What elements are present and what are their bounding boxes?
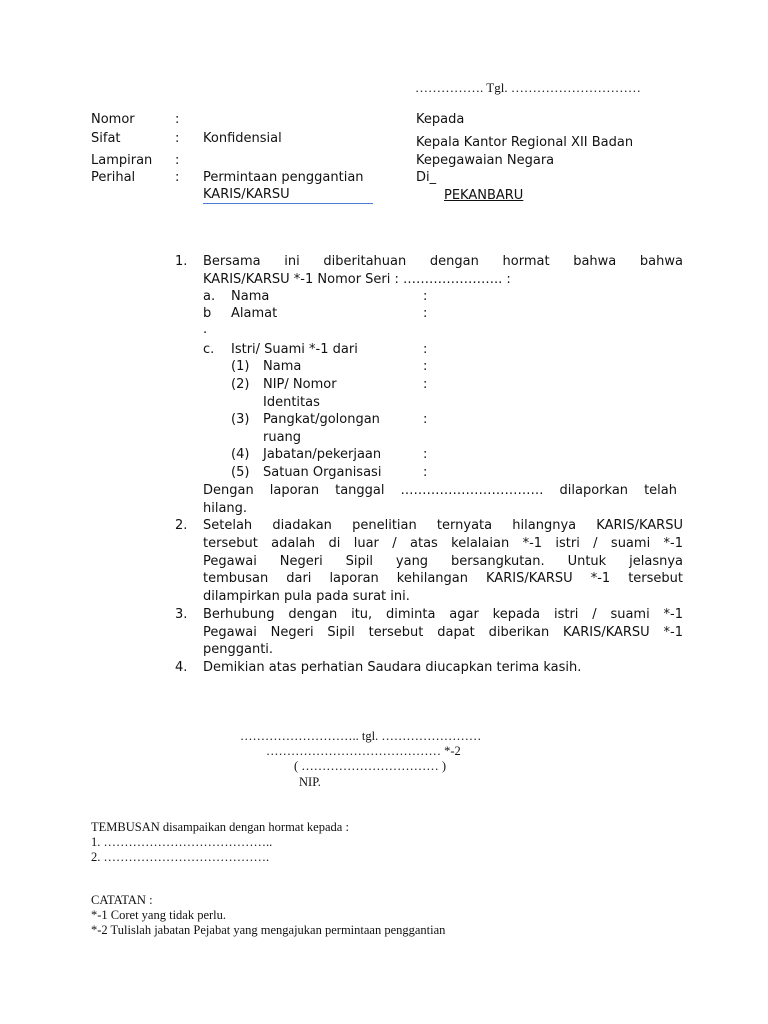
item-1-line1: Bersama ini diberitahuan dengan hormat bahwa bahwa bbox=[203, 254, 683, 269]
catatan-note-2: *-2 Tulislah jabatan Pejabat yang mengajukan permintaan penggantian bbox=[91, 923, 446, 937]
recipient-line2: Kepegawaian Negara bbox=[416, 153, 555, 168]
catatan-title: CATATAN : bbox=[91, 893, 153, 907]
recipient-di: Di_ bbox=[416, 170, 437, 185]
laporan-line1: Dengan laporan tanggal …………………………… dilaporkan telah bbox=[203, 483, 677, 498]
date-line: ……………. Tgl. ………………………… bbox=[415, 80, 641, 95]
item-a-label: Nama bbox=[231, 289, 270, 304]
signature-position: …………………………………… *-2 bbox=[266, 744, 461, 758]
perihal-colon: : bbox=[175, 170, 180, 185]
perihal-label: Perihal bbox=[91, 170, 136, 185]
sub-3-label-line1: Pangkat/golongan bbox=[263, 412, 380, 427]
item-1-line2: KARIS/KARSU *-1 Nomor Seri : ………………….. : bbox=[203, 272, 511, 287]
sub-2-number: (2) bbox=[231, 377, 250, 392]
item-a-colon: : bbox=[423, 289, 428, 304]
sub-4-label: Jabatan/pekerjaan bbox=[263, 447, 382, 462]
sub-4-number: (4) bbox=[231, 447, 250, 462]
sub-1-number: (1) bbox=[231, 359, 250, 374]
item-2-line2: tersebut adalah di luar / atas kelalaian *-1 istri / suami *-1 bbox=[203, 536, 683, 551]
lampiran-label: Lampiran bbox=[91, 153, 153, 168]
lampiran-colon: : bbox=[175, 153, 180, 168]
item-2-number: 2. bbox=[175, 518, 188, 533]
item-2-line1: Setelah diadakan penelitian ternyata hilangnya KARIS/KARSU bbox=[203, 518, 683, 533]
sifat-value: Konfidensial bbox=[203, 131, 282, 146]
sub-2-colon: : bbox=[423, 377, 428, 392]
item-b-letter: b bbox=[203, 306, 212, 321]
catatan-note-1: *-1 Coret yang tidak perlu. bbox=[91, 908, 227, 922]
item-b-label: Alamat bbox=[231, 306, 278, 321]
item-3-line3: pengganti. bbox=[203, 642, 274, 657]
sub-3-label-line2: ruang bbox=[263, 430, 302, 445]
sub-1-label: Nama bbox=[263, 359, 302, 374]
tembusan-item-1: 1. ………………………………….. bbox=[91, 835, 273, 849]
signature-name: ( …………………………… ) bbox=[294, 759, 447, 773]
item-2-line3: Pegawai Negeri Sipil yang bersangkutan. Untuk jelasnya bbox=[203, 554, 683, 569]
item-3-line1: Berhubung dengan itu, diminta agar kepada istri / suami *-1 bbox=[203, 607, 683, 622]
item-4-number: 4. bbox=[175, 660, 188, 675]
item-c-label: Istri/ Suami *-1 dari bbox=[231, 342, 358, 357]
tembusan-title: TEMBUSAN disampaikan dengan hormat kepada : bbox=[91, 820, 349, 834]
sub-3-number: (3) bbox=[231, 412, 250, 427]
item-2-line4: tembusan dari laporan kehilangan KARIS/KARSU *-1 tersebut bbox=[203, 571, 683, 586]
nomor-colon: : bbox=[175, 112, 180, 127]
item-c-letter: c. bbox=[203, 342, 215, 357]
item-b-dot: . bbox=[203, 322, 208, 337]
item-a-letter: a. bbox=[203, 289, 216, 304]
sub-4-colon: : bbox=[423, 447, 428, 462]
item-3-line2: Pegawai Negeri Sipil tersebut dapat diberikan KARIS/KARSU *-1 bbox=[203, 625, 683, 640]
item-c-colon: : bbox=[423, 342, 428, 357]
item-3-number: 3. bbox=[175, 607, 188, 622]
sub-5-number: (5) bbox=[231, 465, 250, 480]
signature-nip: NIP. bbox=[299, 775, 321, 789]
sifat-colon: : bbox=[175, 131, 180, 146]
perihal-value-text: KARIS/KARSU bbox=[203, 187, 373, 204]
perihal-value-line1: Permintaan penggantian bbox=[203, 170, 364, 185]
sifat-label: Sifat bbox=[91, 131, 121, 146]
laporan-line2: hilang. bbox=[203, 501, 248, 516]
sub-5-label: Satuan Organisasi bbox=[263, 465, 382, 480]
recipient-kepada: Kepada bbox=[416, 112, 465, 127]
sub-5-colon: : bbox=[423, 465, 428, 480]
recipient-line1: Kepala Kantor Regional XII Badan bbox=[416, 135, 634, 150]
item-b-colon: : bbox=[423, 306, 428, 321]
tembusan-item-2: 2. …………………………………. bbox=[91, 850, 270, 864]
signature-place-date: ……………………….. tgl. …………………… bbox=[240, 729, 482, 743]
sub-1-colon: : bbox=[423, 359, 428, 374]
nomor-label: Nomor bbox=[91, 112, 135, 127]
sub-2-label-line2: Identitas bbox=[263, 395, 320, 410]
recipient-city: PEKANBARU bbox=[444, 188, 524, 203]
sub-3-colon: : bbox=[423, 412, 428, 427]
perihal-value-line2 bbox=[203, 187, 373, 204]
item-2-line5: dilampirkan pula pada surat ini. bbox=[203, 589, 410, 604]
item-4-line1: Demikian atas perhatian Saudara diucapkan terima kasih. bbox=[203, 660, 582, 675]
sub-2-label-line1: NIP/ Nomor bbox=[263, 377, 337, 392]
item-1-number: 1. bbox=[175, 254, 188, 269]
